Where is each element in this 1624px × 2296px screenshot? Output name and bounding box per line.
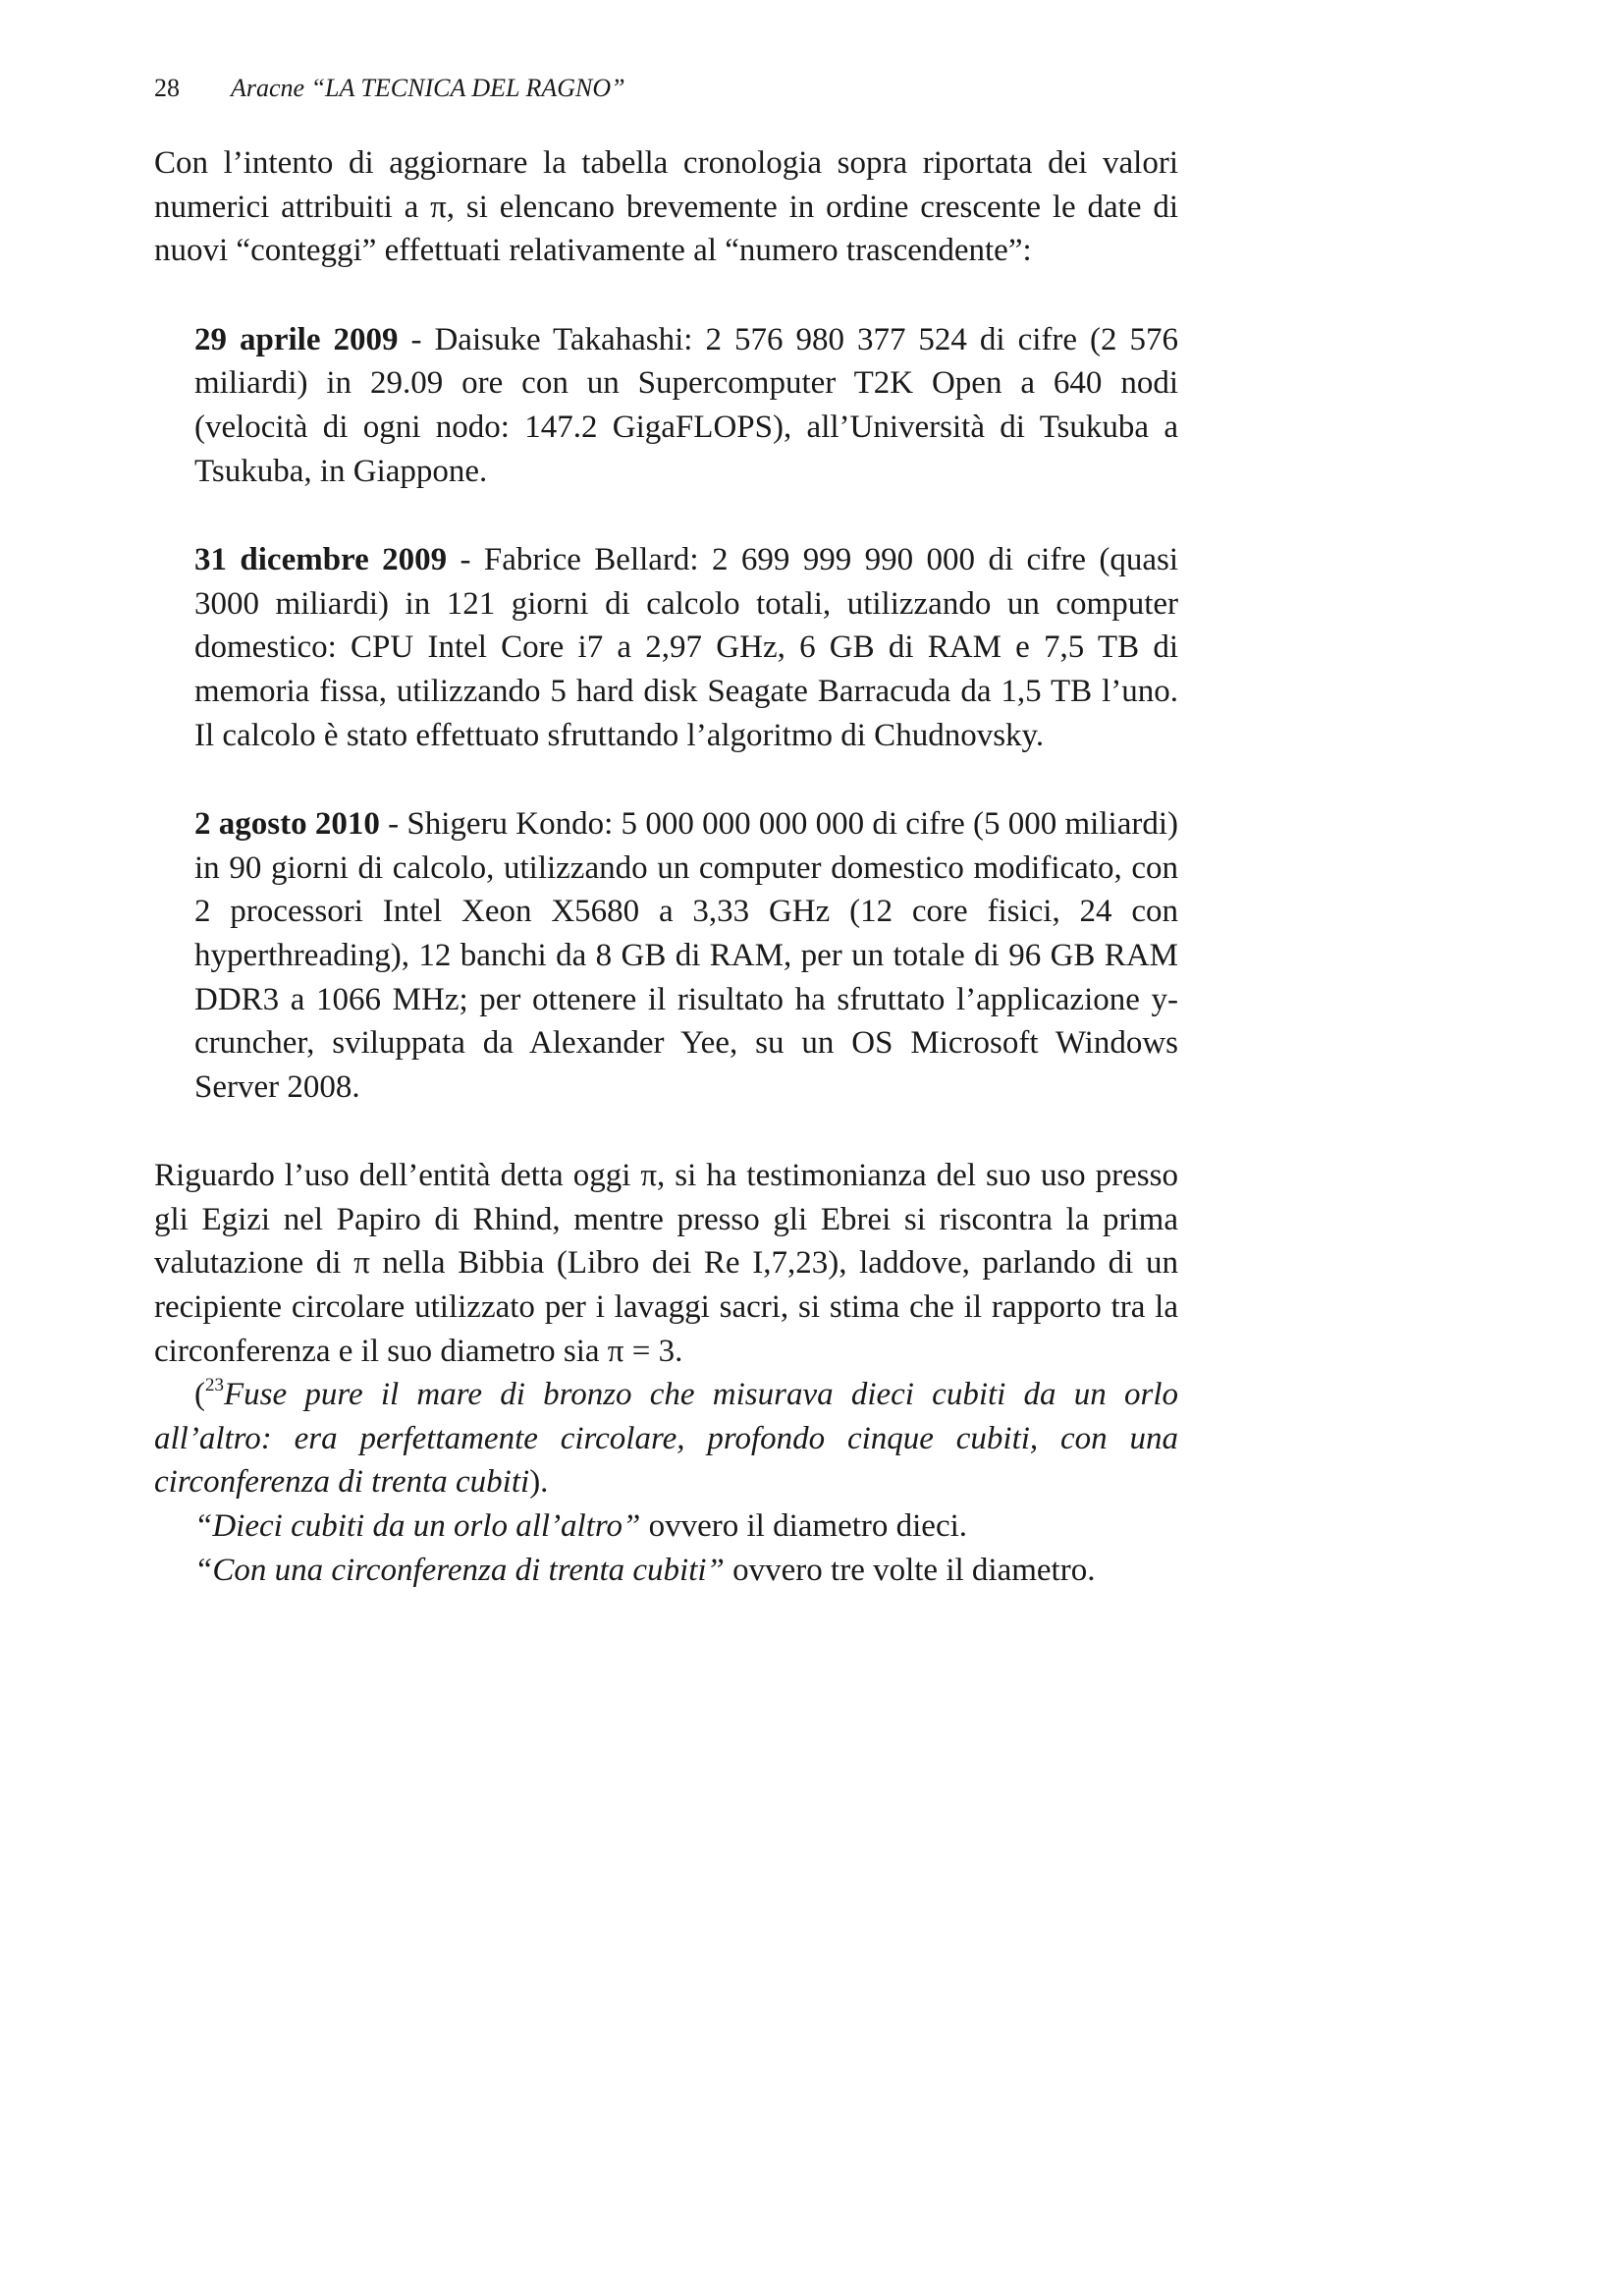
explanation-line-1 (154, 1504, 1178, 1549)
quoted-phrase: “Con una circonferenza di trenta cubiti” (194, 1552, 725, 1588)
record-date: 29 aprile 2009 (194, 321, 399, 357)
record-paragraph-2 (194, 538, 1178, 757)
bible-quote (154, 1373, 1178, 1504)
book-title: Aracne “LA TECNICA DEL RAGNO” (231, 74, 625, 102)
quoted-phrase: “Dieci cubiti da un orlo all’altro” (194, 1508, 641, 1545)
footnote-reference: 23 (205, 1375, 224, 1396)
explanation-line-2 (154, 1549, 1178, 1593)
running-head (154, 73, 625, 104)
closing-paragraph: Riguardo l’uso dell’entità detta oggi π, si ha testimonianza del suo uso presso gli Egizi nel Papiro di Rhind, mentre presso gli Ebrei si riscontra la prima valutazione di π nella Bibbia (Libro dei Re I,7,23), laddove, parlando di un recipiente circolare utilizzato per i lavaggi sacri, si stima che il rapporto tra la circonferenza e il suo diametro sia π = 3. (154, 1158, 1178, 1369)
quote-open-paren: ( (194, 1377, 205, 1413)
record-date: 2 agosto 2010 (194, 806, 380, 843)
quote-close-paren: ). (529, 1464, 549, 1501)
intro-paragraph: Con l’intento di aggiornare la tabella cronologia sopra riportata dei valori numerici attribuiti a π, si elencano brevemente in ordine crescente le date di nuovi “conteggi” effettuati relativamente al “numero trascendente”: (154, 145, 1178, 269)
record-text: - Daisuke Takahashi: 2 576 980 377 524 di cifre (2 576 miliardi) in 29.09 ore con un Supercomputer T2K Open a 640 nodi (velocità di ogni nodo: 147.2 GigaFLOPS), all’Università di Tsukuba a Tsukuba, in Giappone. (194, 321, 1179, 489)
explanation-text: ovvero il diametro dieci. (640, 1508, 968, 1545)
record-text: - Shigeru Kondo: 5 000 000 000 000 di cifre (5 000 miliardi) in 90 giorni di calcolo, utilizzando un computer domestico modificato, con 2 processori Intel Xeon X5680 a 3,33 GHz (12 core fisici, 24 con hyperthreading), 12 banchi da 8 GB di RAM, per un totale di 96 GB RAM DDR3 a 1066 MHz; per ottenere il risultato ha sfruttato l’applicazione y-cruncher, sviluppata da Alexander Yee, su un OS Microsoft Windows Server 2008. (194, 806, 1178, 1105)
record-paragraph-3 (194, 802, 1178, 1109)
record-paragraph-1 (194, 318, 1178, 493)
explanation-text: ovvero tre volte il diametro. (724, 1552, 1096, 1588)
body-text (154, 141, 1178, 1592)
quote-text: Fuse pure il mare di bronzo che misurava dieci cubiti da un orlo all’altro: era perfettamente circolare, profondo cinque cubiti, con una circonferenza di trenta cubiti (154, 1377, 1178, 1501)
record-text: - Fabrice Bellard: 2 699 999 990 000 di cifre (quasi 3000 miliardi) in 121 giorni di calcolo totali, utilizzando un computer domestico: CPU Intel Core i7 a 2,97 GHz, 6 GB di RAM e 7,5 TB di memoria fissa, utilizzando 5 hard disk Seagate Barracuda da 1,5 TB l’uno. Il calcolo è stato effettuato sfruttando l’algoritmo di Chudnovsky. (194, 542, 1179, 753)
page-number: 28 (154, 74, 180, 102)
record-date: 31 dicembre 2009 (194, 542, 448, 578)
